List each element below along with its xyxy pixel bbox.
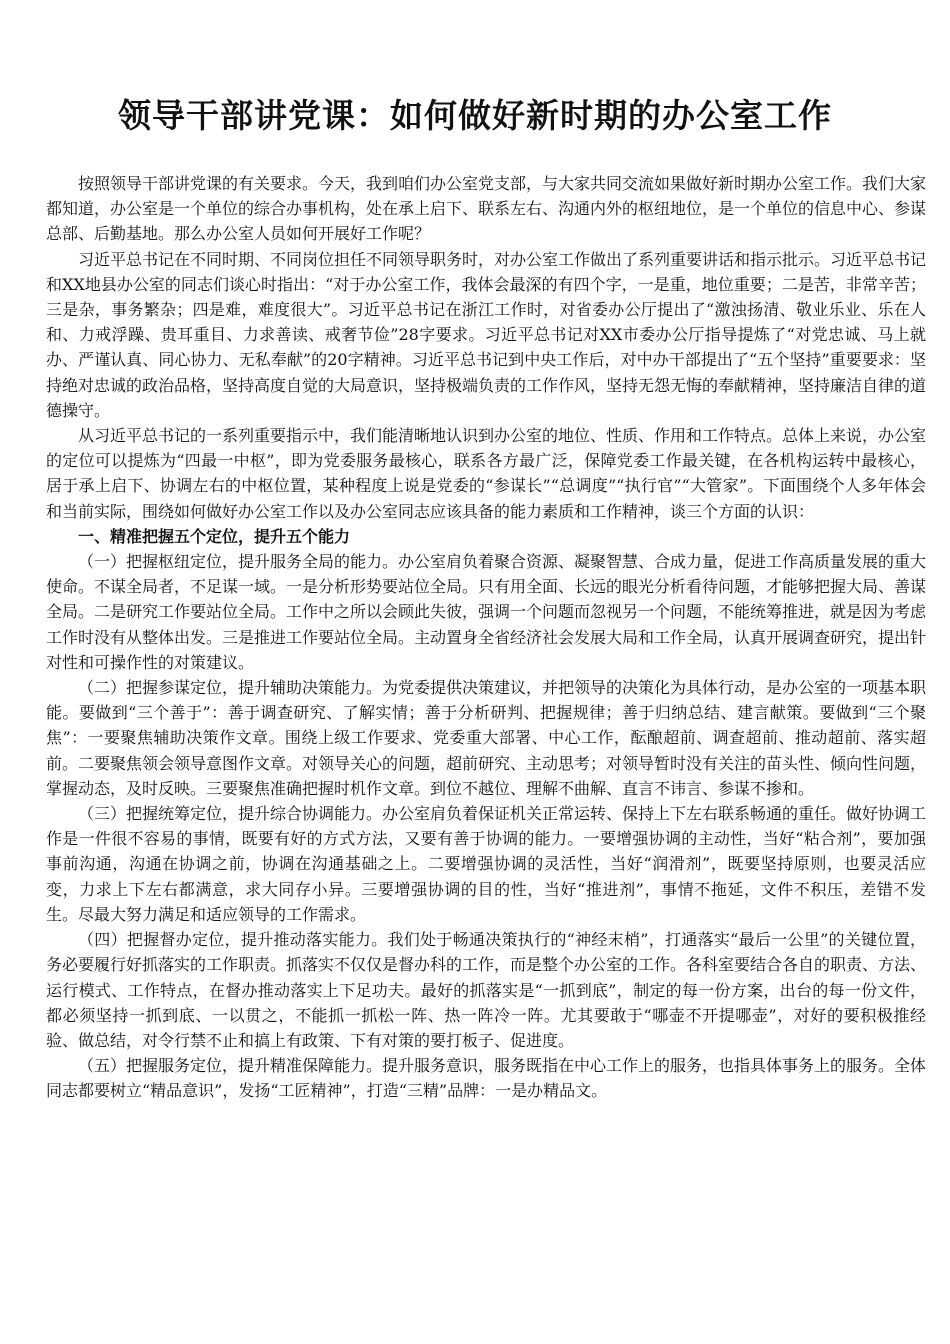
paragraph-intro: 按照领导干部讲党课的有关要求。今天，我到咱们办公室党支部，与大家共同交流如果做好新时期办公室工作。我们大家都知道，办公室是一个单位的综合办事机构，处在承上启下、联系左右、沟通内外的枢纽地位，是一个单位的信息中心、参谋总部、后勤基地。那么办公室人员如何开展好工作呢？	[46, 174, 927, 244]
paragraph-service-positioning: （五）把握服务定位，提升精准保障能力。提升服务意识，服务既指在中心工作上的服务，也指具体事务上的服务。全体同志都要树立“精品意识”，发扬“工匠精神”，打造“三精”品牌：一是办精品文。	[46, 1056, 927, 1101]
paragraph-advisor-positioning: （二）把握参谋定位，提升辅助决策能力。为党委提供决策建议，并把领导的决策化为具体行动，是办公室的一项基本职能。要做到“三个善于”：善于调查研究、了解实情；善于分析研判、把握规律；善于归纳总结、建言献策。要做到“三个聚焦”：一要聚焦辅助决策作文章。围绕上级工作要求、党委重大部署、中心工作，酝酿超前、调查超前、推动超前、落实超前。二要聚焦领会领导意图作文章。对领导关心的问题，超前研究、主动思考；对领导暂时没有关注的苗头性、倾向性问题，掌握动态，及时反映。三要聚焦准确把握时机作文章。到位不越位、理解不曲解、直言不讳言、参谋不掺和。	[46, 678, 927, 798]
paragraph-supervision-positioning: （四）把握督办定位，提升推动落实能力。我们处于畅通决策执行的“神经末梢”，打通落实“最后一公里”的关键位置，务必要履行好抓落实的工作职责。抓落实不仅仅是督办科的工作，而是整个办公室的工作。各科室要结合各自的职责、方法、运行模式、工作特点，在督办推动落实上下足功夫。最好的抓落实是“一抓到底”，制定的每一份方案，出台的每一份文件，都必须坚持一抓到底、一以贯之，不能抓一抓松一阵、热一阵冷一阵。尤其要敢于“哪壶不开提哪壶”，对好的要积极推经验、做总结，对令行禁不止和搞上有政策、下有对策的要打板子、促进度。	[46, 930, 927, 1050]
document-title: 领导干部讲党课：如何做好新时期的办公室工作	[118, 96, 832, 135]
paragraph-hub-positioning: （一）把握枢纽定位，提升服务全局的能力。办公室肩负着聚合资源、凝聚智慧、合成力量，促进工作高质量发展的重大使命。不谋全局者，不足谋一域。一是分析形势要站位全局。只有用全面、长远的眼光分析看待问题，才能够把握大局、善谋全局。二是研究工作要站位全局。工作中之所以会顾此失彼，强调一个问题而忽视另一个问题，不能统筹推进，就是因为考虑工作时没有从整体出发。三是推进工作要站位全局。主动置身全省经济社会发展大局和工作全局，认真开展调查研究，提出针对性和可操作性的对策建议。	[46, 552, 927, 672]
section-heading-1: 一、精准把握五个定位，提升五个能力	[78, 526, 351, 546]
paragraph-xi-instructions: 习近平总书记在不同时期、不同岗位担任不同领导职务时，对办公室工作做出了系列重要讲话和指示批示。习近平总书记和XX地县办公室的同志们谈心时指出：“对于办公室工作，我体会最深的有四个字，一是重，地位重要；二是苦，非常辛苦；三是杂，事务繁杂；四是难，难度很大”。习近平总书记在浙江工作时，对省委办公厅提出了“激浊扬清、敬业乐业、乐在人和、力戒浮躁、贵耳重目、力求善读、戒奢节俭”28字要求。习近平总书记对XX市委办公厅指导提炼了“对党忠诚、马上就办、严谨认真、同心协力、无私奉献”的20字精神。习近平总书记到中央工作后，对中办干部提出了“五个坚持”重要要求：坚持绝对忠诚的政治品格，坚持高度自觉的大局意识，坚持极端负责的工作作风，坚持无怨无悔的奉献精神，坚持廉洁自律的道德操守。	[46, 249, 927, 420]
document-body	[46, 171, 926, 1104]
paragraph-positioning: 从习近平总书记的一系列重要指示中，我们能清晰地认识到办公室的地位、性质、作用和工作特点。总体上来说，办公室的定位可以提炼为“四最一中枢”，即为党委服务最核心，联系各方最广泛，保障党委工作最关键，在各机构运转中最核心，居于承上启下、协调左右的中枢位置，某种程度上说是党委的“参谋长”“总调度”“执行官”“大管家”。下面围绕个人多年体会和当前实际，围绕如何做好办公室工作以及办公室同志应该具备的能力素质和工作精神，谈三个方面的认识：	[46, 426, 927, 521]
paragraph-coordination-positioning: （三）把握统筹定位，提升综合协调能力。办公室肩负着保证机关正常运转、保持上下左右联系畅通的重任。做好协调工作是一件很不容易的事情，既要有好的方式方法，又要有善于协调的能力。一要增强协调的主动性，当好“粘合剂”，要加强事前沟通，沟通在协调之前，协调在沟通基础之上。二要增强协调的灵活性，当好“润滑剂”，既要坚持原则，也要灵活应变，力求上下左右都满意，求大同存小异。三要增强协调的目的性，当好“推进剂”，事情不拖延，文件不积压，差错不发生。尽最大努力满足和适应领导的工作需求。	[46, 804, 927, 924]
